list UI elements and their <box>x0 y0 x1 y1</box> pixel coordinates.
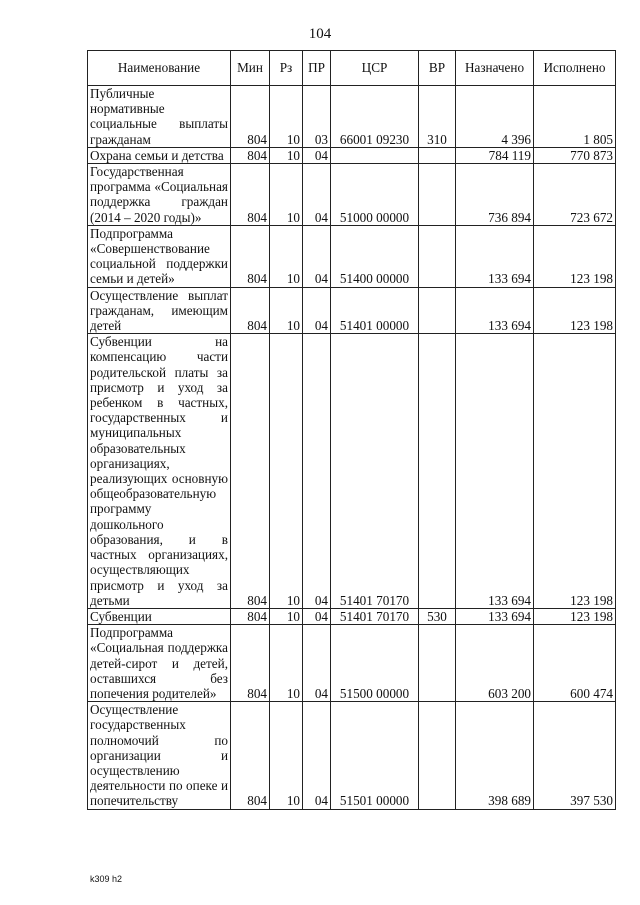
row-csr: 51400 00000 <box>331 225 419 287</box>
row-rz: 10 <box>270 625 303 702</box>
row-assigned: 133 694 <box>456 334 534 609</box>
row-name: Охрана семьи и детства <box>88 147 231 163</box>
row-assigned: 398 689 <box>456 702 534 809</box>
column-header-executed: Исполнено <box>534 51 616 86</box>
row-csr: 51401 70170 <box>331 608 419 624</box>
table-row <box>88 625 616 702</box>
row-assigned: 4 396 <box>456 86 534 148</box>
row-rz: 10 <box>270 164 303 226</box>
row-assigned: 133 694 <box>456 608 534 624</box>
row-min: 804 <box>231 702 270 809</box>
row-csr: 51000 00000 <box>331 164 419 226</box>
row-pr: 04 <box>303 287 331 334</box>
table-header-row <box>88 51 616 86</box>
row-name: Субвенции <box>88 608 231 624</box>
row-name: Субвенции на компенсацию части родительской платы за присмотр и уход за ребенком в частных, государственных и муниципальных образовательных организациях, реализующих основную общеобразовательную программу дошкольного образования, и в частных организациях, осуществляющих присмотр и уход за детьми <box>88 334 231 609</box>
table-row <box>88 225 616 287</box>
column-header-name: Наименование <box>88 51 231 86</box>
row-vr <box>419 147 456 163</box>
row-min: 804 <box>231 625 270 702</box>
table-row <box>88 334 616 609</box>
page-number: 104 <box>308 26 332 42</box>
row-vr <box>419 225 456 287</box>
row-min: 804 <box>231 86 270 148</box>
row-rz: 10 <box>270 147 303 163</box>
table-row <box>88 147 616 163</box>
row-pr: 04 <box>303 147 331 163</box>
row-vr <box>419 287 456 334</box>
row-assigned: 736 894 <box>456 164 534 226</box>
column-header-assigned: Назначено <box>456 51 534 86</box>
row-pr: 04 <box>303 334 331 609</box>
row-assigned: 133 694 <box>456 287 534 334</box>
table-row <box>88 608 616 624</box>
row-executed: 123 198 <box>534 225 616 287</box>
row-csr <box>331 147 419 163</box>
row-min: 804 <box>231 334 270 609</box>
row-name: Подпрограмма «Совершенствование социальной поддержки семьи и детей» <box>88 225 231 287</box>
row-executed: 123 198 <box>534 287 616 334</box>
row-executed: 123 198 <box>534 608 616 624</box>
row-executed: 397 530 <box>534 702 616 809</box>
row-pr: 04 <box>303 702 331 809</box>
row-csr: 66001 09230 <box>331 86 419 148</box>
row-pr: 04 <box>303 164 331 226</box>
row-executed: 123 198 <box>534 334 616 609</box>
row-executed: 723 672 <box>534 164 616 226</box>
row-name: Осуществление государственных полномочий по организации и осуществлению деятельности по опеке и попечительству <box>88 702 231 809</box>
row-csr: 51500 00000 <box>331 625 419 702</box>
column-header-rz: Рз <box>270 51 303 86</box>
row-csr: 51401 70170 <box>331 334 419 609</box>
column-header-vr: ВР <box>419 51 456 86</box>
row-min: 804 <box>231 225 270 287</box>
row-min: 804 <box>231 147 270 163</box>
column-header-min: Мин <box>231 51 270 86</box>
row-assigned: 133 694 <box>456 225 534 287</box>
row-executed: 770 873 <box>534 147 616 163</box>
row-vr: 530 <box>419 608 456 624</box>
footer-code: k309 h2 <box>90 874 123 884</box>
row-csr: 51501 00000 <box>331 702 419 809</box>
row-vr <box>419 334 456 609</box>
row-name: Публичные нормативные социальные выплаты гражданам <box>88 86 231 148</box>
row-pr: 03 <box>303 86 331 148</box>
row-vr <box>419 702 456 809</box>
row-rz: 10 <box>270 334 303 609</box>
row-name: Осуществление выплат гражданам, имеющим детей <box>88 287 231 334</box>
row-min: 804 <box>231 164 270 226</box>
table-row <box>88 702 616 809</box>
table-row <box>88 287 616 334</box>
row-pr: 04 <box>303 625 331 702</box>
budget-table <box>87 50 616 810</box>
table-row <box>88 164 616 226</box>
row-vr <box>419 164 456 226</box>
row-assigned: 784 119 <box>456 147 534 163</box>
row-rz: 10 <box>270 86 303 148</box>
row-csr: 51401 00000 <box>331 287 419 334</box>
row-pr: 04 <box>303 225 331 287</box>
row-name: Государственная программа «Социальная поддержка граждан (2014 – 2020 годы)» <box>88 164 231 226</box>
row-min: 804 <box>231 608 270 624</box>
column-header-csr: ЦСР <box>331 51 419 86</box>
row-executed: 600 474 <box>534 625 616 702</box>
row-executed: 1 805 <box>534 86 616 148</box>
row-assigned: 603 200 <box>456 625 534 702</box>
table-row <box>88 86 616 148</box>
row-rz: 10 <box>270 608 303 624</box>
row-rz: 10 <box>270 287 303 334</box>
row-vr: 310 <box>419 86 456 148</box>
row-vr <box>419 625 456 702</box>
row-min: 804 <box>231 287 270 334</box>
row-rz: 10 <box>270 225 303 287</box>
row-pr: 04 <box>303 608 331 624</box>
column-header-pr: ПР <box>303 51 331 86</box>
row-name: Подпрограмма «Социальная поддержка детей-сирот и детей, оставшихся без попечения родителей» <box>88 625 231 702</box>
row-rz: 10 <box>270 702 303 809</box>
